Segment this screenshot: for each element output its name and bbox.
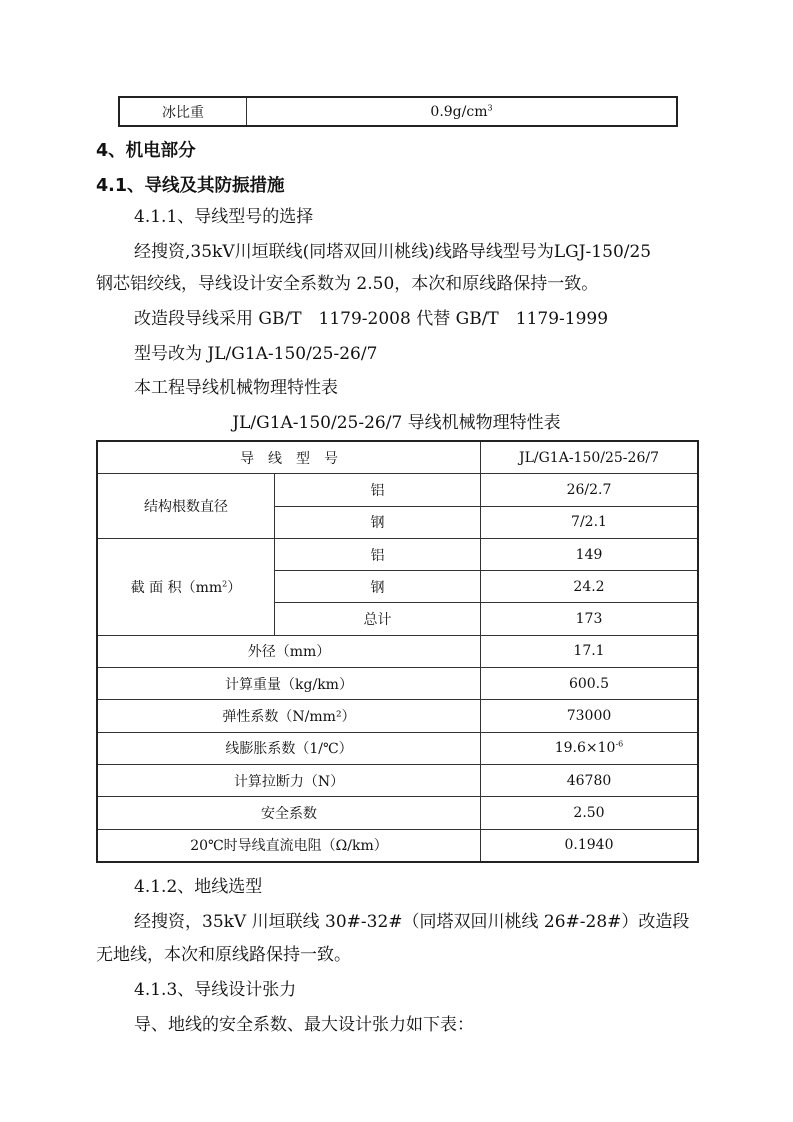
cell: 600.5 [480, 668, 698, 700]
cell: 7/2.1 [480, 506, 698, 538]
cell: 弹性系数（N/mm²） [97, 700, 480, 732]
paragraph: 经搜资,35kV川垣联线(同塔双回川桃线)线路导线型号为LGJ-150/25 [134, 242, 652, 262]
cell: 24.2 [480, 571, 698, 603]
cell: 17.1 [480, 635, 698, 667]
cell: 钢 [275, 571, 481, 603]
ice-density-value: $0.9g/cm^3$ [247, 97, 678, 126]
cell: 计算拉断力（N） [97, 764, 480, 796]
table-caption: JL/G1A-150/25-26/7 导线机械物理特性表 [232, 413, 561, 433]
table-row [97, 538, 698, 570]
paragraph: 型号改为 JL/G1A-150/25-26/7 [134, 344, 378, 364]
paragraph: 导、地线的安全系数、最大设计张力如下表： [134, 1015, 474, 1035]
table-row [97, 700, 698, 732]
cell: 0.1940 [480, 829, 698, 862]
ice-density-table [118, 96, 678, 127]
paragraph: 经搜资，35kV 川垣联线 30#-32#（同塔双回川桃线 26#-28#）改造段 [134, 912, 690, 932]
cell: 20℃时导线直流电阻（Ω/km） [97, 829, 480, 862]
table-row [97, 829, 698, 862]
table-row [97, 764, 698, 796]
table-row [97, 635, 698, 667]
model-value: JL/G1A-150/25-26/7 [480, 441, 698, 474]
cell: 安全系数 [97, 797, 480, 829]
model-label: 导 线 型 号 [97, 441, 480, 474]
section-heading-4-1-3: 4.1.3、导线设计张力 [134, 980, 297, 1000]
table-row [97, 474, 698, 506]
structure-label: 结构根数直径 [97, 474, 275, 539]
paragraph: 本工程导线机械物理特性表 [134, 378, 338, 398]
cell: $19.6\times 10^{-6}$ [480, 732, 698, 764]
cell: 149 [480, 538, 698, 570]
cell: 总计 [275, 603, 481, 635]
paragraph: 无地线，本次和原线路保持一致。 [96, 945, 351, 965]
table-row [97, 668, 698, 700]
cell: 73000 [480, 700, 698, 732]
section-heading-4-1-2: 4.1.2、地线选型 [134, 877, 263, 897]
cell: 计算重量（kg/km） [97, 668, 480, 700]
table-row [97, 732, 698, 764]
section-heading-4-1: 4.1、导线及其防振措施 [96, 176, 285, 196]
table-row [97, 441, 698, 474]
section-heading-4: 4、机电部分 [96, 141, 196, 161]
paragraph: 钢芯铝绞线，导线设计安全系数为 2.50，本次和原线路保持一致。 [96, 274, 599, 294]
cell: 46780 [480, 764, 698, 796]
cell: 26/2.7 [480, 474, 698, 506]
cell: 铝 [275, 538, 481, 570]
section-heading-4-1-1: 4.1.1、导线型号的选择 [134, 207, 314, 227]
cell: 钢 [275, 506, 481, 538]
paragraph: 改造段导线采用 GB/T 1179-2008 代替 GB/T 1179-1999 [134, 309, 609, 329]
cell: 铝 [275, 474, 481, 506]
ice-density-label: 冰比重 [119, 97, 247, 126]
cell: 173 [480, 603, 698, 635]
cell: 线膨胀系数（1/℃） [97, 732, 480, 764]
area-label: 截 面 积$(mm^2)$ [97, 538, 275, 635]
cell: 2.50 [480, 797, 698, 829]
table-row [97, 797, 698, 829]
cell: 外径（mm） [97, 635, 480, 667]
table-row [119, 97, 677, 126]
conductor-properties-table [96, 440, 699, 863]
